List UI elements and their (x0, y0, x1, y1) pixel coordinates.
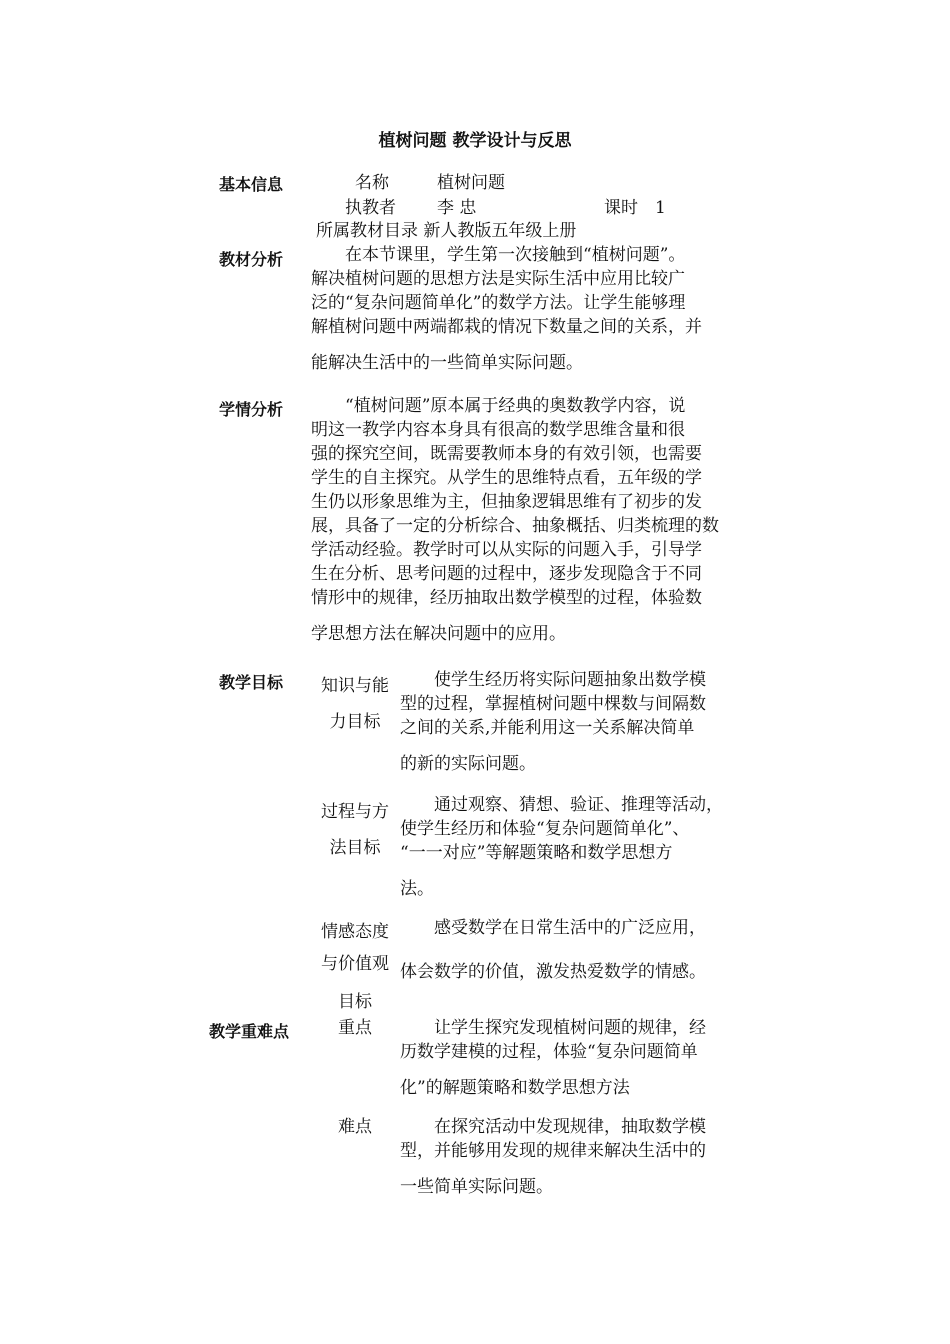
text-line: 学生的自主探究。从学生的思维特点看，五年级的学 (311, 468, 702, 488)
section-label-goals: 教学目标 (219, 673, 284, 692)
text-line: 明这一教学内容本身具有很高的数学思维含量和很 (311, 420, 685, 440)
text-line: 使学生经历将实际问题抽象出数学模 (400, 670, 706, 690)
key-point-label: 重点 (338, 1018, 372, 1038)
text-line: 型的过程，掌握植树问题中棵数与间隔数 (400, 694, 706, 714)
key-point-text (400, 1016, 706, 1100)
text-line: 让学生探究发现植树问题的规律，经 (400, 1018, 706, 1038)
section-label-learner: 学情分析 (219, 400, 284, 419)
text-line: 情形中的规律，经历抽取出数学模型的过程，体验数 (311, 588, 702, 608)
text-line: 泛的“复杂问题简单化”的数学方法。让学生能够理 (311, 293, 686, 313)
text-line: 法。 (400, 879, 434, 899)
text-line: 学思想方法在解决问题中的应用。 (311, 624, 566, 644)
textbook-info: 所属教材目录 新人教版五年级上册 (316, 221, 577, 241)
text-line: 历数学建模的过程，体验“复杂问题简单 (400, 1042, 698, 1062)
text-line: “一一对应”等解题策略和数学思想方 (400, 843, 673, 863)
goal-label-knowledge: 知识与能 力目标 (321, 676, 389, 732)
text-line: 感受数学在日常生活中的广泛应用， (400, 918, 706, 938)
name-label: 名称 (355, 173, 389, 193)
section-label-material: 教材分析 (219, 250, 284, 269)
section-label-key-points: 教学重难点 (209, 1022, 290, 1041)
goal-label-process: 过程与方 法目标 (321, 802, 389, 858)
text-line: 生仍以形象思维为主，但抽象逻辑思维有了初步的发 (311, 492, 702, 512)
material-paragraph (311, 243, 702, 375)
goal-process-text (400, 793, 723, 901)
text-line: 在探究活动中发现规律，抽取数学模 (400, 1117, 706, 1137)
text-line: 化”的解题策略和数学思想方法 (400, 1078, 630, 1098)
text-line: 生在分析、思考问题的过程中，逐步发现隐含于不同 (311, 564, 702, 584)
text-line: 强的探究空间，既需要教师本身的有效引领，也需要 (311, 444, 702, 464)
goal-label-emotion: 情感态度 与价值观 目标 (321, 922, 389, 1012)
section-label-basic-info: 基本信息 (219, 175, 284, 194)
period-value: 1 (655, 198, 666, 218)
text-line: 一些简单实际问题。 (400, 1177, 553, 1197)
text-line: 展，具备了一定的分析综合、抽象概括、归类梳理的数 (311, 516, 719, 536)
text-line: 之间的关系,并能利用这一关系解决简单 (400, 718, 695, 738)
goal-emotion-text (400, 916, 706, 984)
name-value: 植树问题 (437, 173, 505, 193)
text-line: 在本节课里，学生第一次接触到“植树问题”。 (311, 245, 686, 265)
text-line: 解植树问题中两端都栽的情况下数量之间的关系，并 (311, 317, 702, 337)
text-line: 使学生经历和体验“复杂问题简单化”、 (400, 819, 690, 839)
difficulty-text (400, 1115, 706, 1199)
text-line: 体会数学的价值，激发热爱数学的情感。 (400, 962, 706, 982)
teacher-label: 执教者 (345, 198, 396, 218)
text-line: 解决植树问题的思想方法是实际生活中应用比较广 (311, 269, 685, 289)
difficulty-label: 难点 (338, 1117, 372, 1137)
text-line: 能解决生活中的一些简单实际问题。 (311, 353, 583, 373)
text-line: 学活动经验。教学时可以从实际的问题入手，引导学 (311, 540, 702, 560)
learner-paragraph (311, 394, 719, 646)
document-title: 植树问题 教学设计与反思 (378, 131, 572, 151)
text-line: “植树问题”原本属于经典的奥数教学内容，说 (311, 396, 686, 416)
text-line: 的新的实际问题。 (400, 754, 536, 774)
teacher-value: 李 忠 (437, 198, 477, 218)
text-line: 通过观察、猜想、验证、推理等活动， (400, 795, 723, 815)
period-label: 课时 (604, 198, 638, 218)
text-line: 型，并能够用发现的规律来解决生活中的 (400, 1141, 706, 1161)
goal-knowledge-text (400, 668, 706, 776)
